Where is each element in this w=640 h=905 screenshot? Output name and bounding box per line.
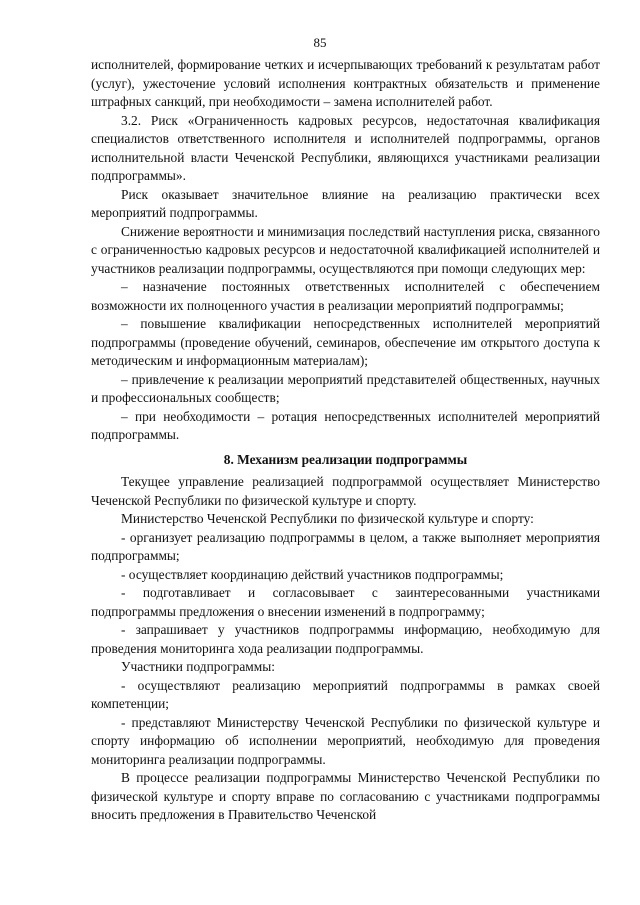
list-item: - представляют Министерству Чеченской Республики по физической культуре и спорту информацию об исполнении мероприятий, необходимую для проведения мониторинга реализации подпрограммы. xyxy=(91,714,600,767)
list-item: - подготавливает и согласовывает с заинтересованными участниками подпрограммы предложения о внесении изменений в подпрограмму; xyxy=(91,585,600,619)
list-item: – повышение квалификации непосредственных исполнителей мероприятий подпрограммы (проведение обучений, семинаров, обеспечение им открытого доступа к методическим и информационным материалам); xyxy=(91,316,600,368)
section-heading: 8. Механизм реализации подпрограммы xyxy=(223,451,468,467)
list-item: - осуществляют реализацию мероприятий подпрограммы в рамках своей компетенции; xyxy=(91,677,600,711)
paragraph: Министерство Чеченской Республики по физической культуре и спорту: xyxy=(121,511,534,526)
document-body xyxy=(91,56,600,825)
list-item: - осуществляет координацию действий участников подпрограммы; xyxy=(121,566,504,582)
paragraph: Снижение вероятности и минимизация последствий наступления риска, связанного с ограниченностью кадровых ресурсов и недостаточной квалификацией исполнителей и участников реализации подпрограммы, осуществляются при помощи следующих мер: xyxy=(91,223,600,276)
list-item: – привлечение к реализации мероприятий представителей общественных, научных и профессиональных сообществ; xyxy=(91,371,600,405)
paragraph: исполнителей, формирование четких и исчерпывающих требований к результатам работ (услуг), ужесточение условий исполнения контрактных обязательств и применение штрафных санкций, при необходимости – замена исполнителей работ. xyxy=(91,57,600,109)
paragraph: Текущее управление реализацией подпрограммой осуществляет Министерство Чеченской Республики по физической культуре и спорту. xyxy=(91,474,600,508)
paragraph: Участники подпрограммы: xyxy=(121,659,275,674)
list-item: – назначение постоянных ответственных исполнителей с обеспечением возможности их полноценного участия в реализации мероприятий подпрограммы; xyxy=(91,279,600,313)
paragraph: В процессе реализации подпрограммы Министерство Чеченской Республики по физической культуре и спорту вправе по согласованию с участниками подпрограммы вносить предложения в Правительство Чеченской xyxy=(91,770,600,822)
paragraph: Риск оказывает значительное влияние на реализацию практически всех мероприятий подпрограммы. xyxy=(91,186,600,220)
list-item: - организует реализацию подпрограммы в целом, а также выполняет мероприятия подпрограммы; xyxy=(91,529,600,563)
risk-title-paragraph: 3.2. Риск «Ограниченность кадровых ресурсов, недостаточная квалификация специалистов ответственного исполнителя и исполнителей подпрограммы, органов исполнительной власти Чеченской Республики, являющихся участниками реализации подпрограммы». xyxy=(91,112,600,183)
list-item: – при необходимости – ротация непосредственных исполнителей мероприятий подпрограммы. xyxy=(91,408,600,442)
page-number: 85 xyxy=(313,35,327,50)
list-item: - запрашивает у участников подпрограммы информацию, необходимую для проведения мониторинга хода реализации подпрограммы. xyxy=(91,622,600,656)
